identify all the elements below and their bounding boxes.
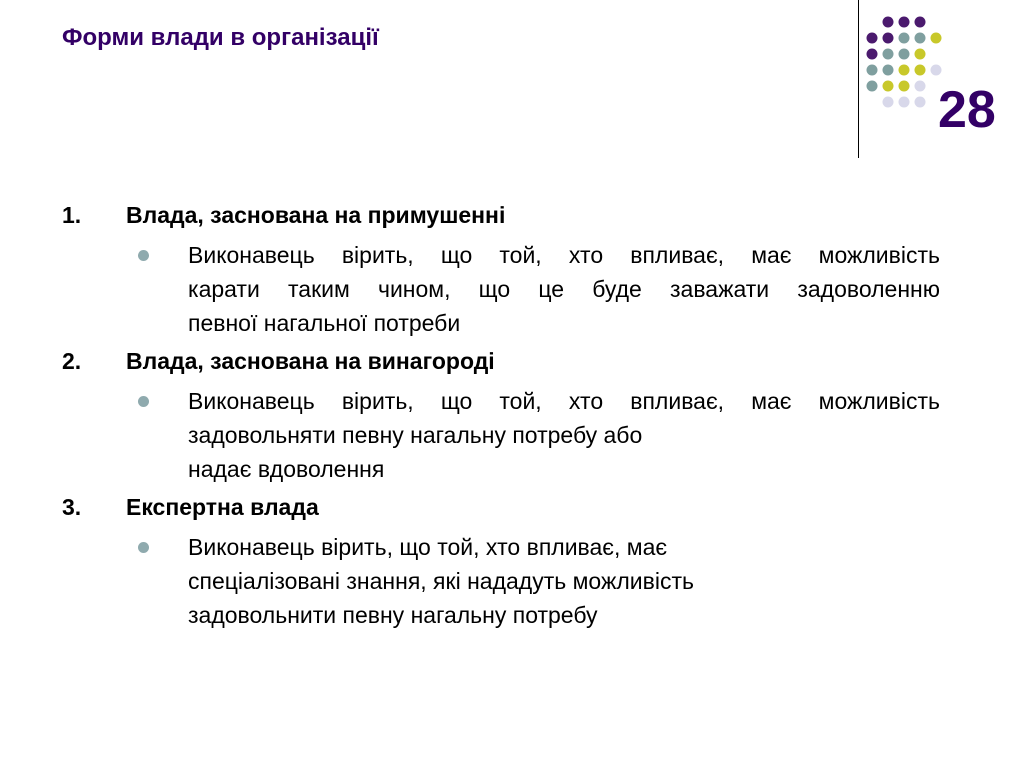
list-item: [62, 344, 962, 486]
item-heading-text: Влада, заснована на винагороді: [126, 348, 495, 374]
decor-dot: [931, 33, 942, 44]
slide-content: [62, 198, 962, 636]
slide-number: 28: [938, 81, 996, 139]
slide-title: Форми влади в організації: [62, 24, 379, 51]
bullet-dot-icon: [138, 250, 149, 261]
decor-dot: [915, 17, 926, 28]
decor-dot: [867, 81, 878, 92]
item-number: 1.: [62, 202, 82, 228]
sub-line: задовольнити певну нагальну потребу: [188, 602, 598, 628]
item-heading: [62, 344, 962, 378]
decor-dot: [867, 33, 878, 44]
sub-line: Виконавець вірить, що той, хто впливає, має: [188, 534, 668, 560]
decor-dot: [899, 65, 910, 76]
sub-bullet: [62, 238, 962, 340]
decor-dot: [867, 65, 878, 76]
item-heading-text: Влада, заснована на примушенні: [126, 202, 506, 228]
decor-dot: [883, 97, 894, 108]
sub-line: задовольняти певну нагальну потребу або: [188, 422, 643, 448]
sub-line: певної нагальної потреби: [188, 310, 461, 336]
decor-dot: [883, 65, 894, 76]
sub-line: надає вдоволення: [188, 456, 385, 482]
decor-dot: [883, 81, 894, 92]
sub-line: Виконавець вірить, що той, хто впливає, має можливість: [188, 242, 940, 268]
decor-dot: [867, 49, 878, 60]
decor-dot: [915, 65, 926, 76]
decor-dot: [915, 33, 926, 44]
sub-bullet: [62, 530, 962, 632]
decor-dot: [899, 97, 910, 108]
decor-dot: [915, 49, 926, 60]
list-item: [62, 490, 962, 632]
decor-dot: [899, 81, 910, 92]
decor-dot: [883, 49, 894, 60]
decor-dot: [899, 33, 910, 44]
sub-line: спеціалізовані знання, які нададуть можливість: [188, 568, 694, 594]
item-heading-text: Експертна влада: [126, 494, 319, 520]
item-number: 3.: [62, 494, 82, 520]
bullet-dot-icon: [138, 542, 149, 553]
sub-line: карати таким чином, що це буде заважати задоволенню: [188, 276, 940, 302]
decor-dot: [915, 81, 926, 92]
decor-dot: [899, 49, 910, 60]
decor-dot: [931, 65, 942, 76]
sub-line: Виконавець вірить, що той, хто впливає, має можливість: [188, 388, 940, 414]
list-item: [62, 198, 962, 340]
item-heading: [62, 490, 962, 524]
bullet-dot-icon: [138, 396, 149, 407]
decor-dot: [899, 17, 910, 28]
sub-bullet: [62, 384, 962, 486]
decor-dot: [883, 33, 894, 44]
item-heading: [62, 198, 962, 232]
decor-dot: [883, 17, 894, 28]
item-number: 2.: [62, 348, 82, 374]
decor-dot: [915, 97, 926, 108]
